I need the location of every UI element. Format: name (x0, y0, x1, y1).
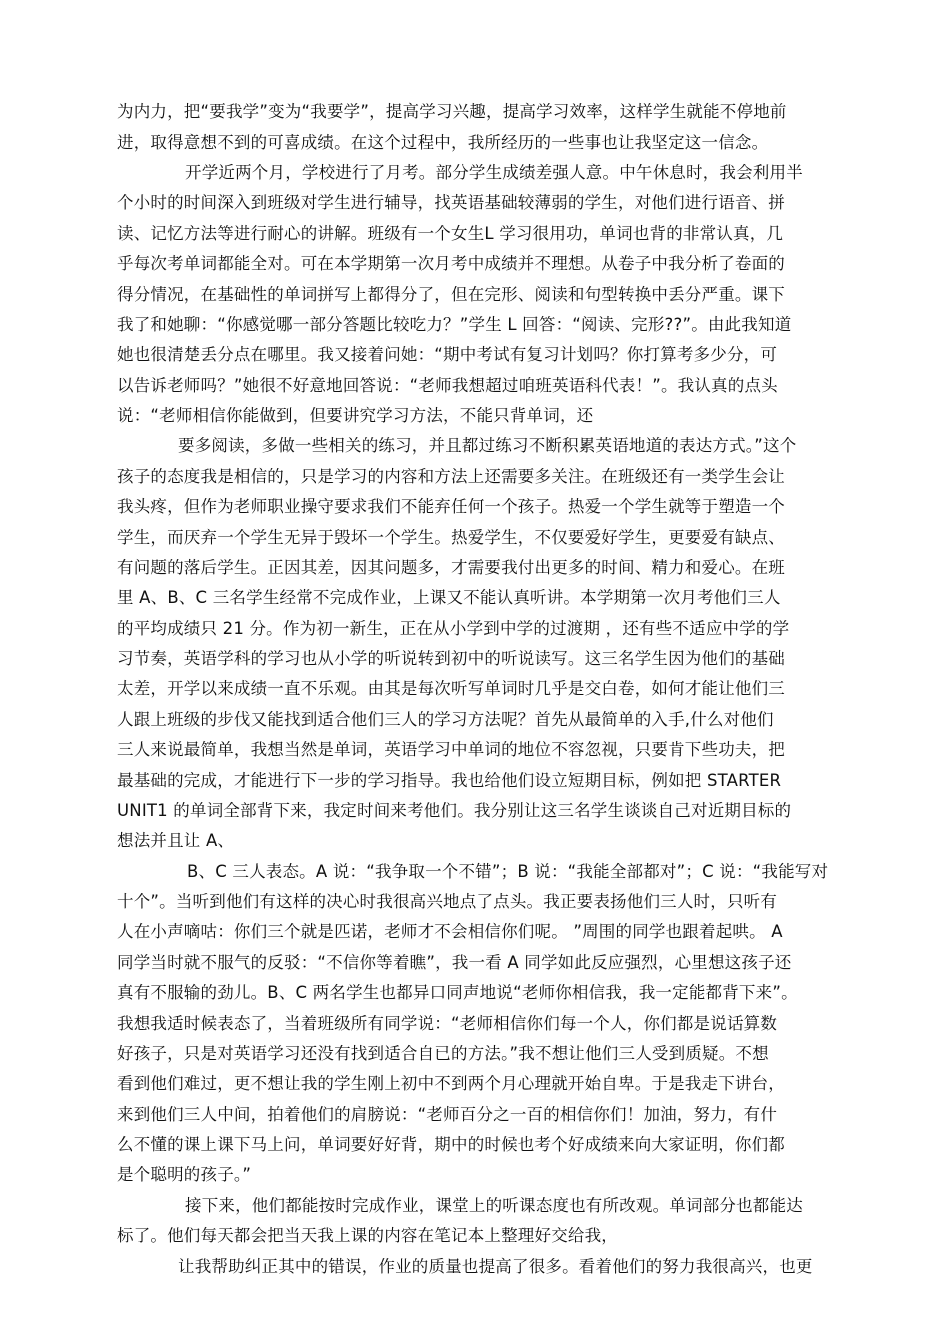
text-line: B、C 三人表态。A 说：“我争取一个不错”；B 说：“我能全部都对”；C 说：“我能写对 (187, 862, 829, 881)
text-line: 说：“老师相信你能做到，但要讲究学习方法，不能只背单词，还 (117, 406, 594, 425)
text-line: 里 A、B、C 三名学生经常不完成作业，上课又不能认真听讲。本学期第一次月考他们三人 (117, 588, 781, 607)
text-line: 的平均成绩只 21 分。作为初一新生，正在从小学到中学的过渡期 ，还有些不适应中学的学 (117, 619, 790, 638)
text-line: 标了。他们每天都会把当天我上课的内容在笔记本上整理好交给我， (117, 1226, 618, 1245)
text-line: 同学当时就不服气的反驳：“不信你等着瞧”，我一看 A 同学如此反应强烈，心里想这孩子还 (117, 953, 792, 972)
text-line: 看到他们难过，更不想让我的学生刚上初中不到两个月心理就开始自卑。于是我走下讲台， (117, 1074, 785, 1093)
text-line: 得分情况，在基础性的单词拼写上都得分了，但在完形、阅读和句型转换中丢分严重。课下 (117, 285, 785, 304)
text-line: 最基础的完成，才能进行下一步的学习指导。我也给他们设立短期目标，例如把 STARTER (117, 771, 782, 790)
text-line: 学生，而厌弃一个学生无异于毁坏一个学生。热爱学生，不仅要爱好学生，更要爱有缺点、 (117, 528, 785, 547)
text-line: 习节奏，英语学科的学习也从小学的听说转到初中的听说读写。这三名学生因为他们的基础 (117, 649, 785, 668)
text-line: 我了和她聊：“你感觉哪一部分答题比较吃力？”学生 L 回答：“阅读、完形??”。由此我知道 (117, 315, 792, 334)
text-line: 个小时的时间深入到班级对学生进行辅导，找英语基础较薄弱的学生，对他们进行语音、拼 (117, 193, 785, 212)
text-line: 接下来，他们都能按时完成作业，课堂上的听课态度也有所改观。单词部分也都能达 (185, 1196, 803, 1215)
text-line: 以告诉老师吗？”她很不好意地回答说：“老师我想超过咱班英语科代表！”。我认真的点头 (117, 376, 778, 395)
text-line: 太差，开学以来成绩一直不乐观。由其是每次听写单词时几乎是交白卷，如何才能让他们三 (117, 679, 785, 698)
text-line: 我头疼，但作为老师职业操守要求我们不能弃任何一个孩子。热爱一个学生就等于塑造一个 (117, 497, 785, 516)
text-line: 为内力，把“要我学”变为“我要学”，提高学习兴趣，提高学习效率，这样学生就能不停地前 (117, 102, 787, 121)
text-line: 进，取得意想不到的可喜成绩。在这个过程中，我所经历的一些事也让我坚定这一信念。 (117, 133, 769, 152)
text-line: 乎每次考单词都能全对。可在本学期第一次月考中成绩并不理想。从卷子中我分析了卷面的 (117, 254, 785, 273)
text-line: 十个”。当听到他们有这样的决心时我很高兴地点了点头。我正要表扬他们三人时，只听有 (117, 892, 778, 911)
text-line: 我想我适时候表态了，当着班级所有同学说：“老师相信你们每一个人，你们都是说话算数 (117, 1014, 778, 1033)
text-line: 人在小声嘀咕：你们三个就是匹诺，老师才不会相信你们呢。 ”周围的同学也跟着起哄。 A (117, 922, 783, 941)
text-line: 来到他们三人中间，拍着他们的肩膀说：“老师百分之一百的相信你们！加油，努力，有什 (117, 1105, 778, 1124)
text-line: 有问题的落后学生。正因其差，因其问题多，才需要我付出更多的时间、精力和爱心。在班 (117, 558, 785, 577)
text-line: 读、记忆方法等进行耐心的讲解。班级有一个女生L 学习很用功，单词也背的非常认真，几 (117, 224, 784, 243)
text-line: 开学近两个月，学校进行了月考。部分学生成绩差强人意。中午休息时，我会利用半 (185, 163, 803, 182)
text-line: UNIT1 的单词全部背下来，我定时间来考他们。我分别让这三名学生谈谈自己对近期目标的 (117, 801, 792, 820)
text-line: 人跟上班级的步伐又能找到适合他们三人的学习方法呢？首先从最简单的入手,什么对他们 (117, 710, 774, 729)
text-line: 要多阅读，多做一些相关的练习，并且都过练习不断积累英语地道的表达方式。”这个 (178, 436, 797, 455)
text-line: 么不懂的课上课下马上问，单词要好好背，期中的时候也考个好成绩来向大家证明，你们都 (117, 1135, 785, 1154)
text-line: 让我帮助纠正其中的错误，作业的质量也提高了很多。看着他们的努力我很高兴，也更 (178, 1257, 813, 1276)
text-line: 是个聪明的孩子。” (117, 1165, 252, 1184)
text-line: 真有不服输的劲儿。B、C 两名学生也都异口同声地说“老师你相信我，我一定能都背下来”。 (117, 983, 798, 1002)
text-line: 三人来说最简单，我想当然是单词，英语学习中单词的地位不容忽视，只要肯下些功夫，把 (117, 740, 785, 759)
text-line: 好孩子，只是对英语学习还没有找到适合自已的方法。”我不想让他们三人受到质疑。不想 (117, 1044, 769, 1063)
text-line: 她也很清楚丢分点在哪里。我又接着问她：“期中考试有复习计划吗？你打算考多少分，可 (117, 345, 778, 364)
text-line: 孩子的态度我是相信的，只是学习的内容和方法上还需要多关注。在班级还有一类学生会让 (117, 467, 785, 486)
text-line: 想法并且让 A、 (117, 831, 235, 850)
